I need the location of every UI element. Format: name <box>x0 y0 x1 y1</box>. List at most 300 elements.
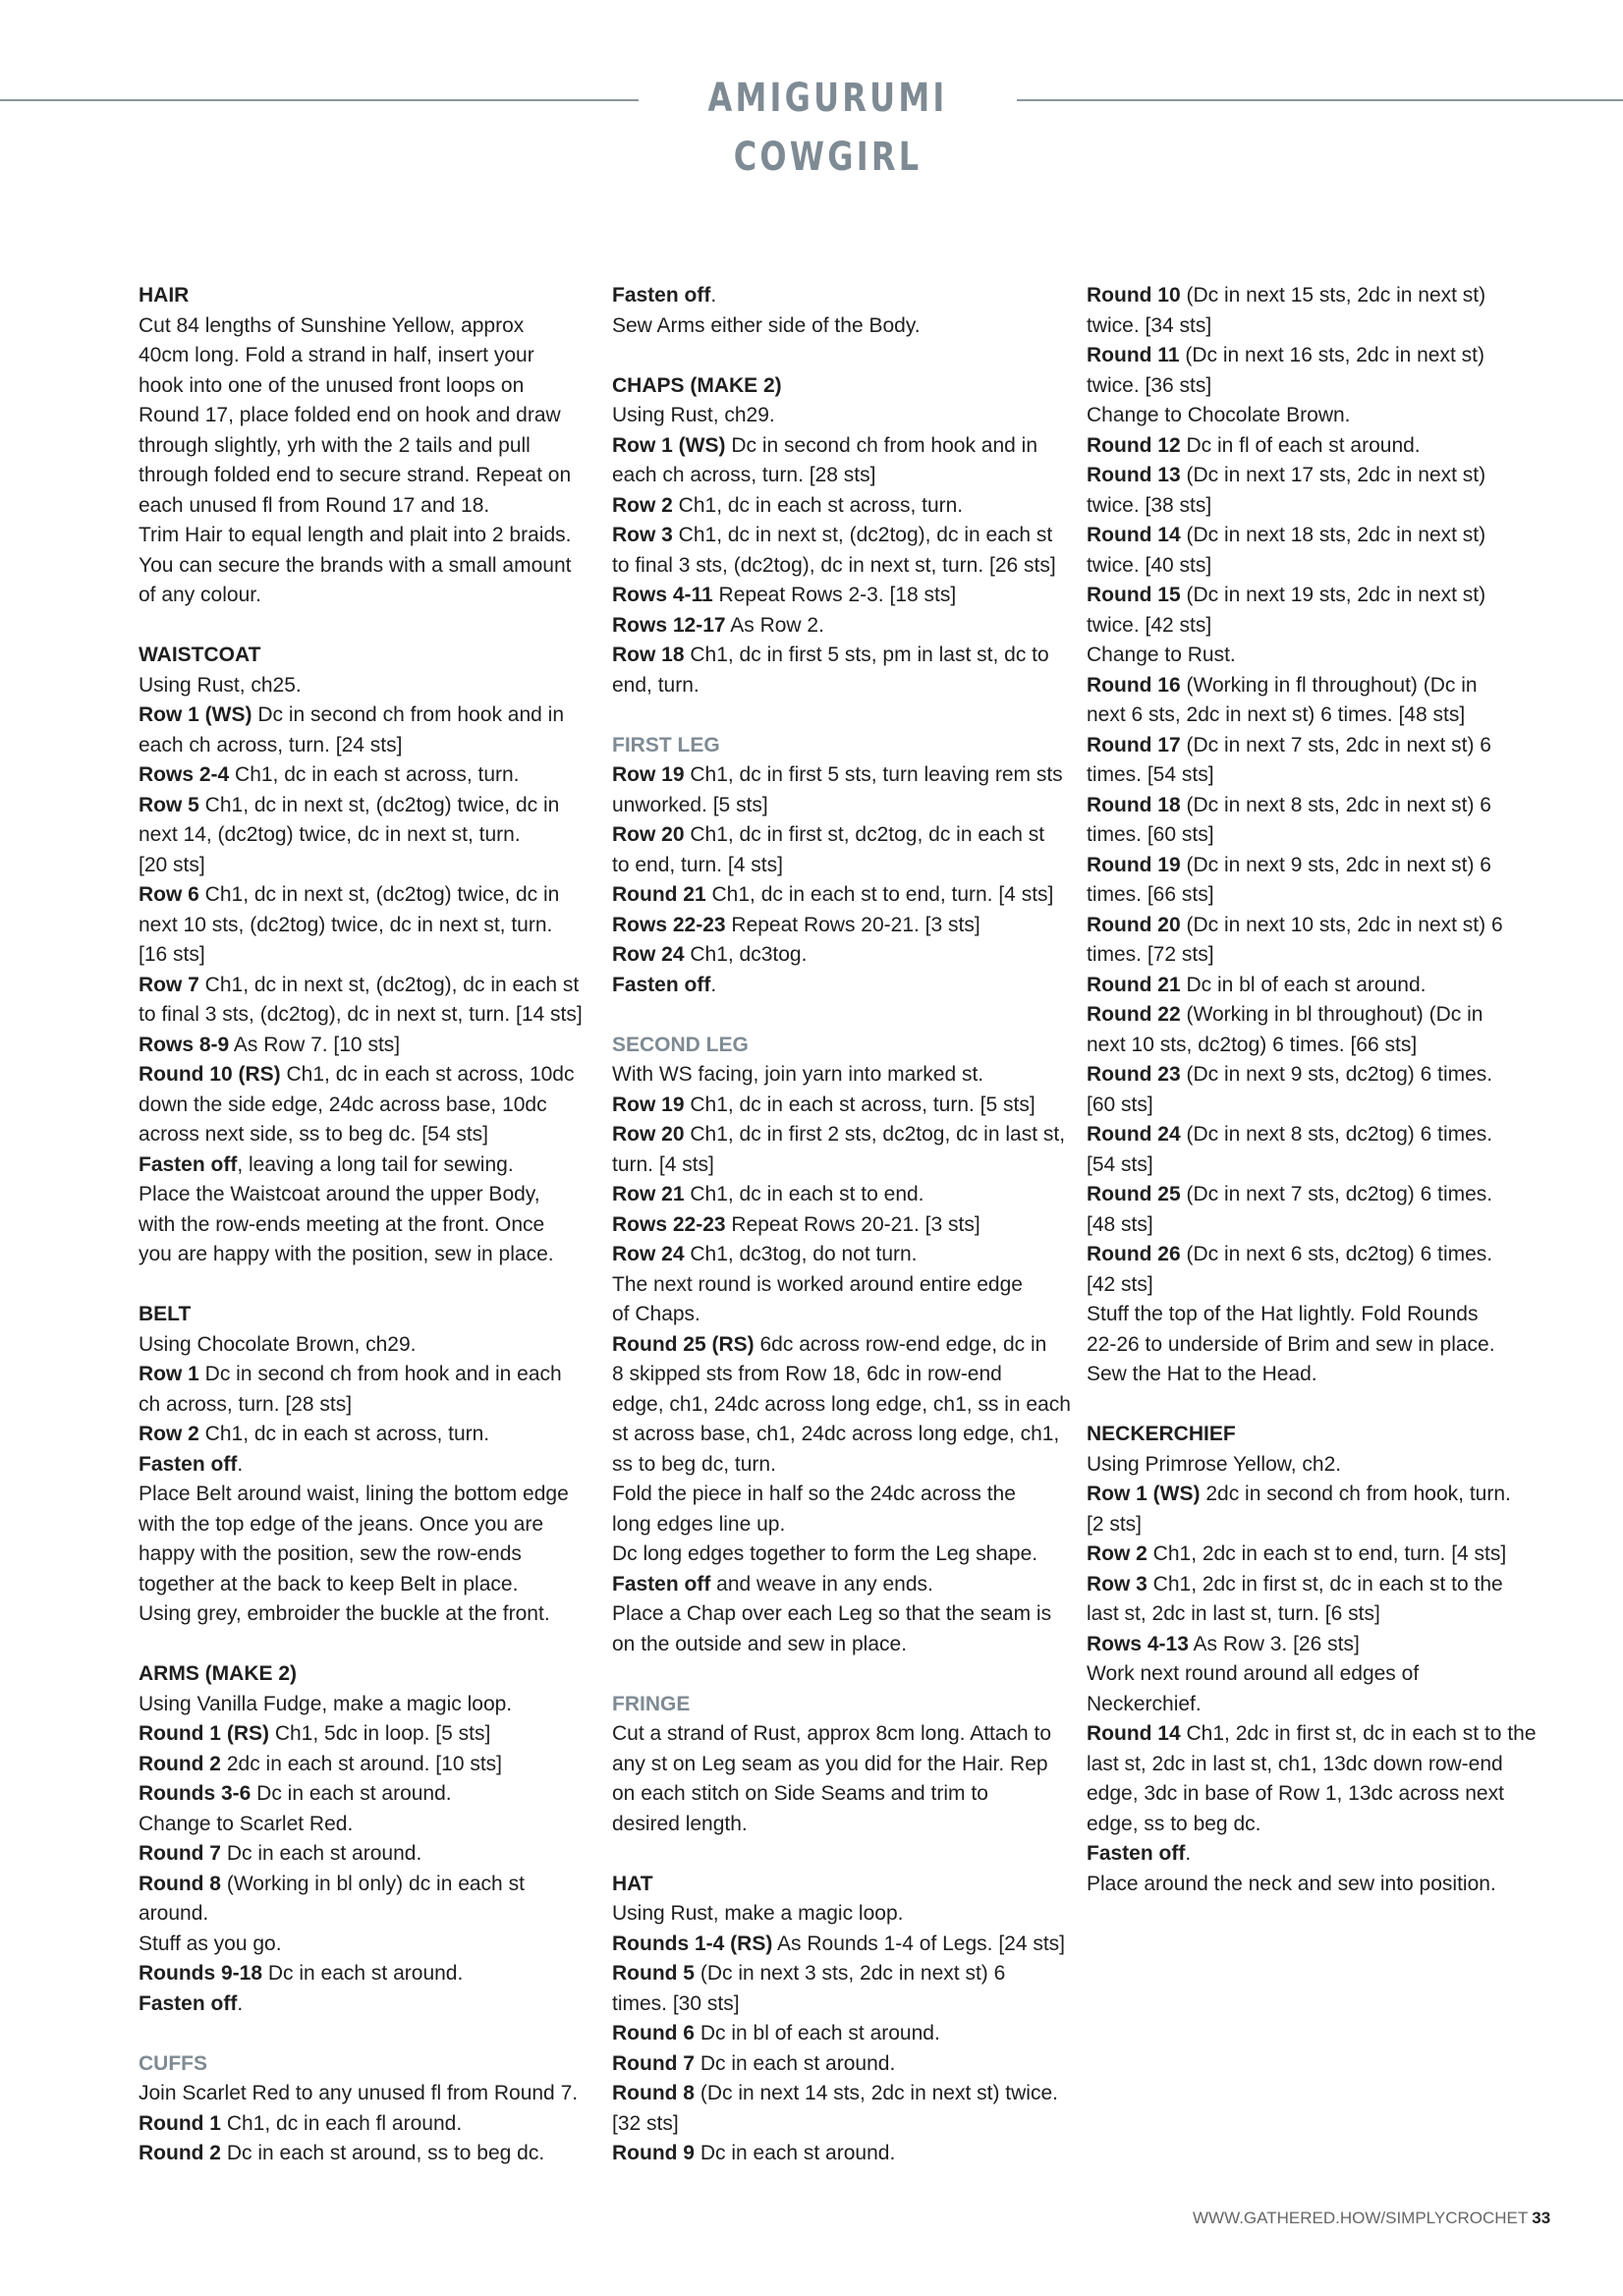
instruction-text: 6dc across row-end edge, dc in <box>754 1332 1047 1356</box>
instruction-text: (Dc in next 19 sts, 2dc in next st) <box>1180 584 1486 606</box>
paragraph-gap <box>139 1270 588 1301</box>
instruction-text: Dc in each st around. <box>251 1782 452 1805</box>
instruction-line <box>1087 1000 1537 1031</box>
text-line: Fold the piece in half so the 24dc across the <box>612 1483 1016 1505</box>
row-label: Row 24 <box>612 943 685 966</box>
text-line: together at the back to keep Belt in place. <box>139 1572 519 1596</box>
instruction-text: As Row 7. [10 sts] <box>229 1033 401 1056</box>
instruction-text: Ch1, dc in first st, dc2tog, dc in each st <box>684 823 1045 846</box>
text-line: happy with the position, sew the row-ends <box>139 1542 522 1565</box>
row-label: Round 23 <box>1087 1063 1181 1086</box>
row-label: Round 14 <box>1087 524 1181 546</box>
instruction-text: Dc in second ch from hook and in each <box>198 1363 562 1385</box>
instruction-text: Ch1, dc in each fl around. <box>221 2111 463 2135</box>
row-label: Row 1 (WS) <box>139 703 252 726</box>
section-heading: BELT <box>139 1303 192 1325</box>
instruction-text: Dc in bl of each st around. <box>695 2022 940 2044</box>
text-line: Sew the Hat to the Head. <box>1087 1363 1317 1385</box>
instruction-text: Ch1, dc in next st, (dc2tog) twice, dc in <box>198 793 560 816</box>
row-label: Round 7 <box>139 1842 221 1865</box>
instruction-text: (Dc in next 17 sts, 2dc in next st) <box>1180 464 1486 486</box>
text-line: to end, turn. [4 sts] <box>612 853 783 876</box>
text-line: [42 sts] <box>1087 1272 1153 1296</box>
instruction-line <box>139 1150 588 1181</box>
row-label: Rounds 3-6 <box>139 1782 252 1805</box>
text-line: Using Chocolate Brown, ch29. <box>139 1332 417 1356</box>
page-header <box>0 69 1623 180</box>
text-line: [48 sts] <box>1087 1212 1153 1236</box>
row-label: Rows 22-23 <box>612 1212 726 1236</box>
instruction-line <box>1087 1060 1537 1091</box>
subsection-heading: FRINGE <box>612 1692 691 1715</box>
text-line: with the top edge of the jeans. Once you are <box>139 1512 544 1536</box>
text-line: Neckerchief. <box>1087 1692 1202 1715</box>
text-line: ch across, turn. [28 sts] <box>139 1392 353 1416</box>
text-line: to final 3 sts, (dc2tog), dc in next st, turn. [26 sts] <box>612 553 1056 577</box>
instruction-text: Dc in each st around, ss to beg dc. <box>221 2142 545 2164</box>
instruction-line <box>139 2139 588 2169</box>
instruction-text: . <box>237 1452 244 1476</box>
text-line: Using Vanilla Fudge, make a magic loop. <box>139 1692 513 1715</box>
text-line: next 10 sts, dc2tog) 6 times. [66 sts] <box>1087 1033 1418 1056</box>
instruction-line <box>612 1930 1066 1960</box>
instruction-text: Ch1, dc3tog, do not turn. <box>684 1243 918 1265</box>
section-heading: ARMS (MAKE 2) <box>139 1662 297 1685</box>
row-label: Fasten off <box>139 1152 238 1176</box>
text-line: Using Primrose Yellow, ch2. <box>1087 1452 1342 1476</box>
row-label: Round 24 <box>1087 1123 1181 1146</box>
text-line: ss to beg dc, turn. <box>612 1452 776 1476</box>
instruction-line <box>139 1750 588 1780</box>
page-number: 33 <box>1532 2209 1551 2227</box>
row-label: Row 21 <box>612 1183 685 1205</box>
row-label: Row 2 <box>139 1423 199 1445</box>
instruction-line <box>612 2139 1062 2169</box>
instruction-text: Ch1, dc in first 5 sts, pm in last st, dc to <box>684 644 1049 666</box>
instruction-line <box>612 1570 1062 1600</box>
text-line: edge, ch1, 24dc across long edge, ch1, ss in each <box>612 1392 1071 1416</box>
pattern-column-2 <box>612 281 1071 2169</box>
instruction-line <box>139 2109 588 2140</box>
text-line: Work next round around all edges of <box>1087 1662 1420 1685</box>
instruction-text: Ch1, 2dc in first st, dc in each st to the <box>1180 1722 1537 1745</box>
text-line: each unused fl from Round 17 and 18. <box>139 493 490 517</box>
text-line: times. [54 sts] <box>1087 763 1214 786</box>
instruction-text: Ch1, dc in each st across, 10dc <box>280 1063 575 1086</box>
row-label: Rows 22-23 <box>612 913 726 936</box>
instruction-line <box>612 2079 1062 2109</box>
paragraph-gap <box>612 341 1062 371</box>
text-line: of any colour. <box>139 584 261 606</box>
row-label: Round 17 <box>1087 733 1181 756</box>
text-line: through folded end to secure strand. Repeat on <box>139 464 572 486</box>
instruction-text: Repeat Rows 20-21. [3 sts] <box>725 913 980 936</box>
instruction-line <box>612 971 1062 1001</box>
row-label: Round 8 <box>139 1872 221 1895</box>
instruction-line <box>612 611 1062 642</box>
instruction-text: Dc in bl of each st around. <box>1180 973 1427 996</box>
instruction-line <box>139 1420 588 1450</box>
text-line: With WS facing, join yarn into marked st. <box>612 1063 984 1086</box>
row-label: Round 8 <box>612 2082 695 2104</box>
text-line: twice. [40 sts] <box>1087 553 1212 577</box>
instruction-text: As Row 3. [26 sts] <box>1188 1632 1360 1655</box>
row-label: Round 5 <box>612 1962 695 1985</box>
row-label: Row 1 (WS) <box>1087 1483 1201 1505</box>
instruction-text: (Dc in next 3 sts, 2dc in next st) 6 <box>695 1962 1006 1985</box>
text-line: Cut 84 lengths of Sunshine Yellow, approx <box>139 313 525 337</box>
instruction-text: Ch1, dc in each st to end, turn. [4 sts] <box>705 883 1054 906</box>
text-line: [2 sts] <box>1087 1512 1143 1536</box>
instruction-text: Ch1, dc in first 2 sts, dc2tog, dc in last st, <box>684 1123 1066 1146</box>
text-line: Change to Rust. <box>1087 644 1236 666</box>
text-line: [20 sts] <box>139 853 205 876</box>
text-line: twice. [38 sts] <box>1087 493 1212 517</box>
instruction-text: (Dc in next 15 sts, 2dc in next st) <box>1180 284 1486 307</box>
row-label: Row 5 <box>139 793 199 816</box>
instruction-text: , leaving a long tail for sewing. <box>237 1152 514 1176</box>
row-label: Rows 2-4 <box>139 763 230 786</box>
paragraph-gap <box>612 1839 1062 1870</box>
instruction-line <box>612 1240 1062 1270</box>
section-heading: HAIR <box>139 284 190 307</box>
text-line: [16 sts] <box>139 943 205 966</box>
text-line: [32 sts] <box>612 2111 679 2135</box>
instruction-line <box>1087 731 1537 761</box>
instruction-line <box>1087 1240 1537 1270</box>
row-label: Rounds 1-4 (RS) <box>612 1932 773 1955</box>
instruction-text: Ch1, dc in next st, (dc2tog), dc in each st <box>672 524 1053 546</box>
text-line: down the side edge, 24dc across base, 10dc <box>139 1092 547 1116</box>
text-line: to final 3 sts, (dc2tog), dc in next st, turn. [14 sts] <box>139 1003 583 1026</box>
text-line: next 14, (dc2tog) twice, dc in next st, turn. <box>139 823 521 846</box>
text-line: next 6 sts, 2dc in next st) 6 times. [48 sts] <box>1087 703 1466 726</box>
text-line: Stuff as you go. <box>139 1932 282 1955</box>
page-title: AMIGURUMI COWGIRL <box>707 76 948 180</box>
row-label: Row 3 <box>1087 1572 1147 1596</box>
instruction-line <box>1087 1839 1537 1870</box>
instruction-line <box>1087 671 1537 701</box>
instruction-line <box>1087 1630 1537 1660</box>
pattern-column-1 <box>139 281 588 2169</box>
row-label: Row 2 <box>1087 1542 1147 1565</box>
row-label: Round 20 <box>1087 913 1181 936</box>
text-line: twice. [42 sts] <box>1087 613 1212 637</box>
instruction-line <box>1087 1180 1537 1210</box>
instruction-line <box>612 1210 1062 1241</box>
section-heading: CHAPS (MAKE 2) <box>612 373 782 397</box>
page-footer <box>1193 2209 1551 2228</box>
row-label: Row 24 <box>612 1243 685 1265</box>
row-label: Round 14 <box>1087 1722 1181 1745</box>
text-line: Change to Chocolate Brown. <box>1087 404 1351 426</box>
text-line: you are happy with the position, sew in place. <box>139 1243 554 1265</box>
text-line: Place a Chap over each Leg so that the seam is <box>612 1602 1052 1625</box>
row-label: Fasten off <box>612 1572 711 1596</box>
instruction-line <box>139 1450 588 1481</box>
instruction-line <box>139 1031 588 1061</box>
row-label: Rows 12-17 <box>612 613 726 637</box>
text-line: edge, 3dc in base of Row 1, 13dc across next <box>1087 1782 1504 1805</box>
text-line: of Chaps. <box>612 1303 700 1325</box>
text-line: twice. [34 sts] <box>1087 313 1212 337</box>
row-label: Row 1 (WS) <box>612 433 726 457</box>
instruction-line <box>612 1330 1062 1361</box>
text-line: 40cm long. Fold a strand in half, insert your <box>139 344 534 366</box>
row-label: Round 26 <box>1087 1243 1181 1265</box>
text-line: unworked. [5 sts] <box>612 793 768 816</box>
text-line: Trim Hair to equal length and plait into 2 braids. <box>139 524 572 546</box>
row-label: Row 6 <box>139 883 199 906</box>
instruction-text: Ch1, dc in first 5 sts, turn leaving rem sts <box>684 763 1063 786</box>
paragraph-gap <box>139 611 588 642</box>
instruction-text: (Dc in next 7 sts, 2dc in next st) 6 <box>1180 733 1491 756</box>
instruction-text: (Dc in next 10 sts, 2dc in next st) 6 <box>1180 913 1503 936</box>
subsection-heading: CUFFS <box>139 2051 207 2075</box>
instruction-line <box>612 880 1062 911</box>
row-label: Rounds 9-18 <box>139 1962 263 1985</box>
instruction-text: Dc in each st around. <box>221 1842 422 1865</box>
instruction-text: As Rounds 1-4 of Legs. [24 sts] <box>772 1932 1066 1955</box>
row-label: Rows 4-11 <box>612 584 713 606</box>
instruction-line <box>612 1091 1062 1121</box>
instruction-line <box>612 760 1062 791</box>
instruction-line <box>1087 1480 1537 1510</box>
row-label: Round 25 <box>1087 1183 1181 1205</box>
instruction-text: Ch1, dc in next st, (dc2tog) twice, dc in <box>198 883 560 906</box>
instruction-text: Ch1, 5dc in loop. [5 sts] <box>268 1722 491 1745</box>
row-label: Round 25 (RS) <box>612 1332 755 1356</box>
text-line: 8 skipped sts from Row 18, 6dc in row-end <box>612 1363 1002 1385</box>
instruction-text: 2dc in second ch from hook, turn. <box>1200 1483 1511 1505</box>
instruction-line <box>1087 581 1537 611</box>
instruction-line <box>139 791 588 821</box>
instruction-text: Dc in fl of each st around. <box>1180 433 1421 457</box>
row-label: Row 7 <box>139 973 199 996</box>
row-label: Round 12 <box>1087 433 1181 457</box>
instruction-line <box>139 1779 588 1810</box>
text-line: [60 sts] <box>1087 1092 1153 1116</box>
row-label: Fasten off <box>1087 1842 1186 1865</box>
text-line: Join Scarlet Red to any unused fl from Round 7. <box>139 2082 579 2104</box>
text-line: The next round is worked around entire edge <box>612 1272 1023 1296</box>
instruction-line <box>612 641 1062 671</box>
instruction-line <box>612 491 1062 522</box>
instruction-line <box>612 521 1062 551</box>
instruction-line <box>1087 1719 1537 1750</box>
text-line: times. [72 sts] <box>1087 943 1214 966</box>
pattern-column-3 <box>1087 281 1537 1899</box>
text-line: Place around the neck and sew into position. <box>1087 1872 1496 1895</box>
paragraph-gap <box>612 1000 1062 1031</box>
text-line: across next side, ss to beg dc. [54 sts] <box>139 1123 489 1146</box>
row-label: Round 2 <box>139 1752 221 1775</box>
instruction-line <box>139 1360 588 1390</box>
text-line: last st, 2dc in last st, turn. [6 sts] <box>1087 1602 1380 1625</box>
section-heading: NECKERCHIEF <box>1087 1423 1236 1445</box>
instruction-text: Ch1, 2dc in each st to end, turn. [4 sts] <box>1147 1542 1507 1565</box>
instruction-text: (Dc in next 18 sts, 2dc in next st) <box>1180 524 1486 546</box>
instruction-text: Ch1, dc in each st to end. <box>684 1183 924 1205</box>
text-line: Place Belt around waist, lining the bottom edge <box>139 1483 569 1505</box>
text-line: desired length. <box>612 1812 748 1835</box>
instruction-line <box>612 940 1062 971</box>
instruction-text: Dc in each st around. <box>262 1962 464 1985</box>
text-line: hook into one of the unused front loops on <box>139 373 525 397</box>
instruction-text: (Dc in next 16 sts, 2dc in next st) <box>1179 344 1484 366</box>
text-line: on the outside and sew in place. <box>612 1632 908 1655</box>
instruction-text: Ch1, 2dc in first st, dc in each st to the <box>1147 1572 1503 1596</box>
row-label: Round 9 <box>612 2142 695 2164</box>
text-line: st across base, ch1, 24dc across long edge, ch1, <box>612 1423 1060 1445</box>
row-label: Round 7 <box>612 2051 695 2075</box>
instruction-text: (Dc in next 9 sts, dc2tog) 6 times. <box>1180 1063 1493 1086</box>
instruction-line <box>1087 791 1537 821</box>
row-label: Row 1 <box>139 1363 199 1385</box>
instruction-text: Repeat Rows 20-21. [3 sts] <box>725 1212 980 1236</box>
row-label: Round 13 <box>1087 464 1181 486</box>
row-label: Rows 8-9 <box>139 1033 230 1056</box>
instruction-line <box>612 911 1062 941</box>
instruction-text: Dc in second ch from hook and in <box>725 433 1038 457</box>
instruction-text: 2dc in each st around. [10 sts] <box>221 1752 503 1775</box>
instruction-text: Ch1, dc in each st across, turn. [5 sts] <box>684 1092 1035 1116</box>
instruction-line <box>1087 521 1537 551</box>
instruction-line <box>1087 431 1537 462</box>
instruction-text: Dc in each st around. <box>695 2051 896 2075</box>
instruction-line <box>612 581 1062 611</box>
text-line: each ch across, turn. [24 sts] <box>139 733 403 756</box>
instruction-line <box>1087 281 1537 311</box>
instruction-line <box>139 971 588 1001</box>
row-label: Row 20 <box>612 823 685 846</box>
text-line: turn. [4 sts] <box>612 1152 714 1176</box>
instruction-text: Ch1, dc in each st across, turn. <box>198 1423 490 1445</box>
subsection-heading: FIRST LEG <box>612 733 720 756</box>
text-line: twice. [36 sts] <box>1087 373 1212 397</box>
instruction-line <box>612 1180 1062 1210</box>
text-line: You can secure the brands with a small amount <box>139 553 572 577</box>
text-line: Stuff the top of the Hat lightly. Fold Rounds <box>1087 1303 1479 1325</box>
text-line: [54 sts] <box>1087 1152 1153 1176</box>
instruction-line <box>612 2019 1062 2049</box>
row-label: Round 22 <box>1087 1003 1181 1026</box>
footer-url: WWW.GATHERED.HOW/SIMPLYCROCHET <box>1193 2209 1529 2227</box>
row-label: Fasten off <box>139 1452 238 1476</box>
text-line: with the row-ends meeting at the front. Once <box>139 1212 545 1236</box>
instruction-text: . <box>237 1991 244 2015</box>
paragraph-gap <box>612 1659 1062 1690</box>
text-line: through slightly, yrh with the 2 tails and pull <box>139 433 531 457</box>
paragraph-gap <box>139 2019 588 2049</box>
instruction-line <box>1087 911 1537 941</box>
instruction-line <box>1087 971 1537 1001</box>
instruction-line <box>139 700 588 731</box>
section-heading: HAT <box>612 1872 653 1895</box>
text-line: Dc long edges together to form the Leg shape. <box>612 1542 1038 1565</box>
text-line: Using grey, embroider the buckle at the front. <box>139 1602 550 1625</box>
row-label: Fasten off <box>139 1991 238 2015</box>
text-line: end, turn. <box>612 673 700 697</box>
text-line: on each stitch on Side Seams and trim to <box>612 1782 988 1805</box>
text-line: Round 17, place folded end on hook and draw <box>139 404 561 426</box>
instruction-text: (Dc in next 6 sts, dc2tog) 6 times. <box>1180 1243 1493 1265</box>
instruction-line <box>1087 341 1537 371</box>
row-label: Row 19 <box>612 763 685 786</box>
instruction-text: Ch1, dc in next st, (dc2tog), dc in each st <box>198 973 580 996</box>
instruction-text: (Working in fl throughout) (Dc in <box>1180 673 1478 697</box>
row-label: Round 18 <box>1087 793 1181 816</box>
instruction-line <box>612 2049 1062 2080</box>
header-rule-right <box>1017 99 1623 101</box>
instruction-line <box>1087 851 1537 881</box>
instruction-text: Ch1, dc3tog. <box>684 943 808 966</box>
instruction-text: (Working in bl throughout) (Dc in <box>1180 1003 1483 1026</box>
subsection-heading: SECOND LEG <box>612 1033 749 1056</box>
text-line: Using Rust, ch25. <box>139 673 302 697</box>
instruction-line <box>139 1989 588 2020</box>
instruction-line <box>139 1870 588 1900</box>
instruction-line <box>139 760 588 791</box>
row-label: Round 10 <box>1087 284 1181 307</box>
row-label: Row 3 <box>612 524 673 546</box>
instruction-line <box>139 1959 588 1989</box>
instruction-text: . <box>710 284 717 307</box>
instruction-text: Ch1, dc in each st across, turn. <box>672 493 964 517</box>
instruction-line <box>1087 461 1537 491</box>
text-line: each ch across, turn. [28 sts] <box>612 464 876 486</box>
text-line: next 10 sts, (dc2tog) twice, dc in next st, turn. <box>139 913 553 936</box>
row-label: Round 10 (RS) <box>139 1063 281 1086</box>
instruction-text: (Dc in next 9 sts, 2dc in next st) 6 <box>1180 853 1491 876</box>
instruction-text: As Row 2. <box>725 613 824 637</box>
instruction-text: Repeat Rows 2-3. [18 sts] <box>712 584 957 606</box>
row-label: Round 21 <box>612 883 706 906</box>
row-label: Round 1 (RS) <box>139 1722 269 1745</box>
row-label: Row 18 <box>612 644 685 666</box>
instruction-text: (Dc in next 7 sts, dc2tog) 6 times. <box>1180 1183 1493 1205</box>
row-label: Fasten off <box>612 284 711 307</box>
text-line: Using Rust, ch29. <box>612 404 775 426</box>
text-line: long edges line up. <box>612 1512 786 1536</box>
instruction-line <box>612 281 1062 311</box>
instruction-text: (Dc in next 8 sts, dc2tog) 6 times. <box>1180 1123 1493 1146</box>
paragraph-gap <box>1087 1390 1537 1421</box>
instruction-text: Ch1, dc in each st across, turn. <box>229 763 520 786</box>
row-label: Row 20 <box>612 1123 685 1146</box>
text-line: Place the Waistcoat around the upper Body, <box>139 1183 540 1205</box>
instruction-line <box>612 431 1062 462</box>
text-line: times. [60 sts] <box>1087 823 1214 846</box>
row-label: Rows 4-13 <box>1087 1632 1189 1655</box>
text-line: around. <box>139 1902 209 1925</box>
instruction-text: Dc in second ch from hook and in <box>252 703 565 726</box>
instruction-text: (Dc in next 14 sts, 2dc in next st) twice. <box>695 2082 1058 2104</box>
row-label: Round 2 <box>139 2142 221 2164</box>
text-line: Using Rust, make a magic loop. <box>612 1902 904 1925</box>
instruction-line <box>612 820 1062 851</box>
instruction-line <box>139 1719 588 1750</box>
instruction-line <box>1087 1120 1537 1150</box>
header-rule-left <box>0 99 639 101</box>
paragraph-gap <box>139 1630 588 1660</box>
row-label: Round 15 <box>1087 584 1181 606</box>
instruction-text: (Dc in next 8 sts, 2dc in next st) 6 <box>1180 793 1491 816</box>
instruction-text: Dc in each st around. <box>695 2142 896 2164</box>
text-line: times. [66 sts] <box>1087 883 1214 906</box>
row-label: Round 6 <box>612 2022 695 2044</box>
instruction-line <box>139 880 588 911</box>
